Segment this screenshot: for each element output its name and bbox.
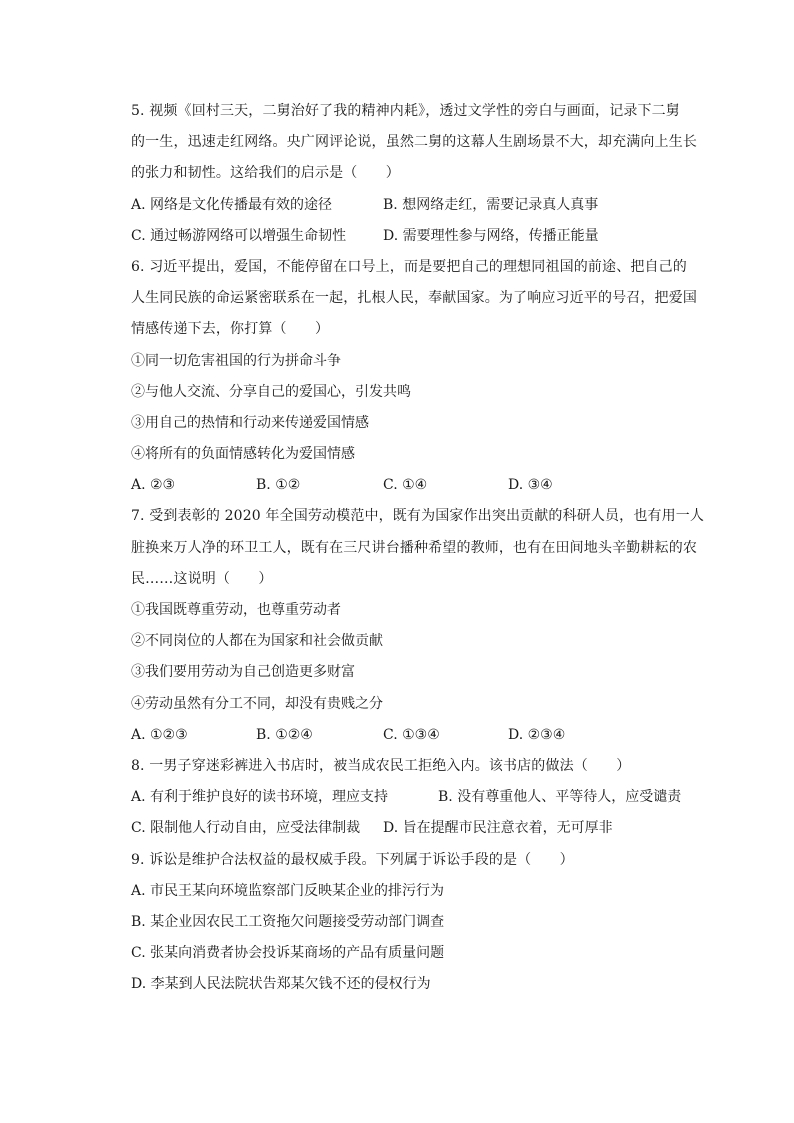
option-b: B. ①②④ [256,726,313,743]
statement-2: ②不同岗位的人都在为国家和社会做贡献 [131,633,383,650]
question-7-line: 7. 受到表彰的 2020 年全国劳动模范中，既有为国家作出突出贡献的科研人员，也有用一人 [131,508,705,525]
option-a: A. ②③ [131,477,176,494]
question-9 [131,845,696,1001]
question-5 [131,96,696,252]
option-c: C. ①④ [383,477,428,494]
statement-4: ④劳动虽然有分工不同，却没有贵贱之分 [131,695,383,712]
question-5-line: 5. 视频《回村三天，二舅治好了我的精神内耗》，透过文学性的旁白与画面，记录下二舅 [131,103,680,119]
question-8-line: 8. 一男子穿迷彩裤进入书店时，被当成农民工拒绝入内。该书店的做法（ ） [131,757,631,774]
question-7-line: 脏换来万人净的环卫工人，既有在三尺讲台播种希望的教师，也有在田间地头辛勤耕耘的农 [131,539,697,556]
question-6-line: 6. 习近平提出，爱国，不能停留在口号上，而是要把自己的理想同祖国的前途、把自己的 [131,258,687,275]
question-6 [131,252,696,502]
exam-page [131,96,705,1000]
statement-3: ③用自己的热情和行动来传递爱国情感 [131,414,369,431]
option-d: D. 旨在提醒市民注意衣着，无可厚非 [383,820,613,837]
option-a: A. ①②③ [131,726,188,743]
option-b: B. 某企业因农民工工资拖欠问题接受劳动部门调查 [131,913,445,930]
option-c: C. ①③④ [383,726,440,743]
option-b: B. 想网络走红，需要记录真人真事 [383,196,599,213]
option-a: A. 市民王某向环境监察部门反映某企业的排污行为 [131,882,445,899]
statement-1: ①同一切危害祖国的行为拼命斗争 [131,352,341,369]
option-b: B. ①② [256,477,301,494]
question-8-options-row [131,813,696,844]
option-d: D. ②③④ [508,726,566,743]
option-d: D. 需要理性参与网络，传播正能量 [383,227,599,244]
statement-2: ②与他人交流、分享自己的爱国心，引发共鸣 [131,383,411,400]
statement-1: ①我国既尊重劳动，也尊重劳动者 [131,602,341,618]
question-7-line: 民……这说明（ ） [131,570,273,587]
question-8 [131,751,696,845]
option-c: C. 张某向消费者协会投诉某商场的产品有质量问题 [131,945,445,962]
option-c: C. 通过畅游网络可以增强生命韧性 [131,227,347,244]
option-a: A. 有利于维护良好的读书环境，理应支持 [131,789,389,806]
option-c: C. 限制他人行动自由，应受法律制裁 [131,820,361,837]
question-6-line: 人生同民族的命运紧密联系在一起，扎根人民，奉献国家。为了响应习近平的号召，把爱国 [131,290,697,307]
question-5-options-row [131,190,696,221]
option-b: B. 没有尊重他人、平等待人，应受谴责 [438,789,682,806]
option-d: D. ③④ [508,477,553,494]
question-5-line: 的一生，迅速走红网络。央广网评论说，虽然二舅的这幕人生剧场景不大，却充满向上生长 [131,134,697,151]
statement-3: ③我们要用劳动为自己创造更多财富 [131,664,355,681]
question-5-line: 的张力和韧性。这给我们的启示是（ ） [131,165,400,182]
statement-4: ④将所有的负面情感转化为爱国情感 [131,446,355,463]
question-5-options-row [131,221,696,252]
question-6-options-row [131,470,696,501]
option-d: D. 李某到人民法院状告郑某欠钱不还的侵权行为 [131,976,431,993]
question-6-line: 情感传递下去，你打算（ ） [131,321,330,338]
question-9-line: 9. 诉讼是维护合法权益的最权威手段。下列属于诉讼手段的是（ ） [131,851,574,868]
question-7-options-row [131,720,696,751]
question-7 [131,501,705,751]
question-8-options-row [131,782,696,813]
option-a: A. 网络是文化传播最有效的途径 [131,196,333,213]
